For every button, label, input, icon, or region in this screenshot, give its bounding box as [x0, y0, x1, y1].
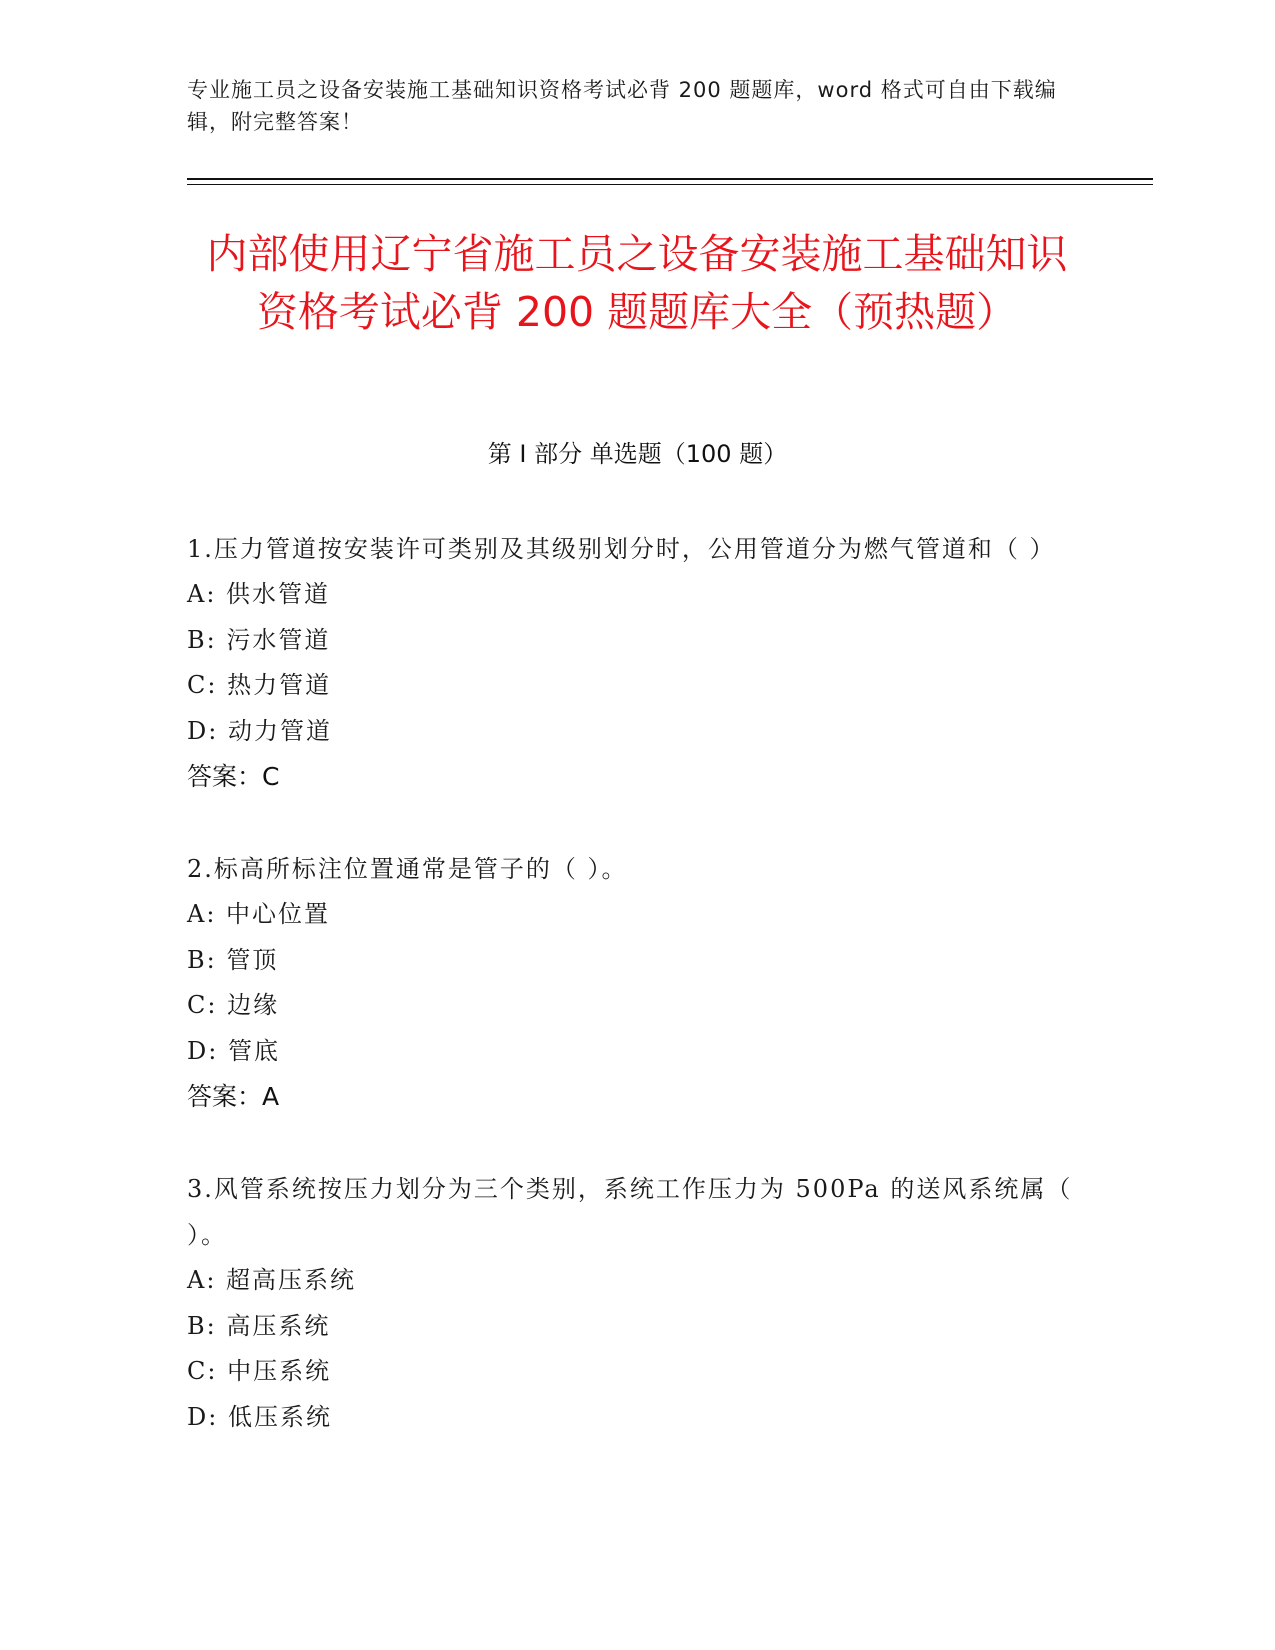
option-a: A: 超高压系统 — [187, 1266, 357, 1294]
question-stem: 1.压力管道按安装许可类别及其级别划分时，公用管道分为燃气管道和（ ） — [187, 535, 1056, 563]
header-note: 专业施工员之设备安装施工基础知识资格考试必背 200 题题库，word 格式可自由下载编辑，附完整答案！ — [187, 78, 1057, 134]
option-b: B: 高压系统 — [187, 1311, 331, 1340]
option-c: C: 边缘 — [187, 991, 280, 1019]
header-divider-thick — [187, 178, 1153, 180]
question-stem: 2.标高所标注位置通常是管子的（ ）。 — [187, 855, 628, 883]
option-c: C: 热力管道 — [187, 671, 332, 699]
option-c: C: 中压系统 — [187, 1357, 332, 1385]
option-d: D: 低压系统 — [187, 1402, 332, 1431]
question-3 — [187, 1166, 1077, 1440]
question-list — [187, 526, 1077, 1486]
option-a: A: 供水管道 — [187, 580, 331, 608]
option-a: A: 中心位置 — [187, 900, 331, 928]
header-divider-thin — [187, 184, 1153, 185]
option-d: D: 动力管道 — [187, 716, 332, 745]
option-d: D: 管底 — [187, 1036, 280, 1065]
question-1 — [187, 526, 1077, 800]
document-title: 内部使用辽宁省施工员之设备安装施工基础知识资格考试必背 200 题题库大全（预热题） — [206, 230, 1068, 336]
option-b: B: 污水管道 — [187, 625, 331, 654]
question-stem: 3.风管系统按压力划分为三个类别，系统工作压力为 500Pa 的送风系统属（ ）。 — [187, 1175, 1073, 1249]
option-b: B: 管顶 — [187, 945, 279, 974]
answer: 答案：A — [187, 1082, 280, 1111]
section-title: 第 I 部分 单选题（100 题） — [487, 440, 788, 468]
answer: 答案：C — [187, 762, 280, 791]
question-2 — [187, 846, 1077, 1120]
